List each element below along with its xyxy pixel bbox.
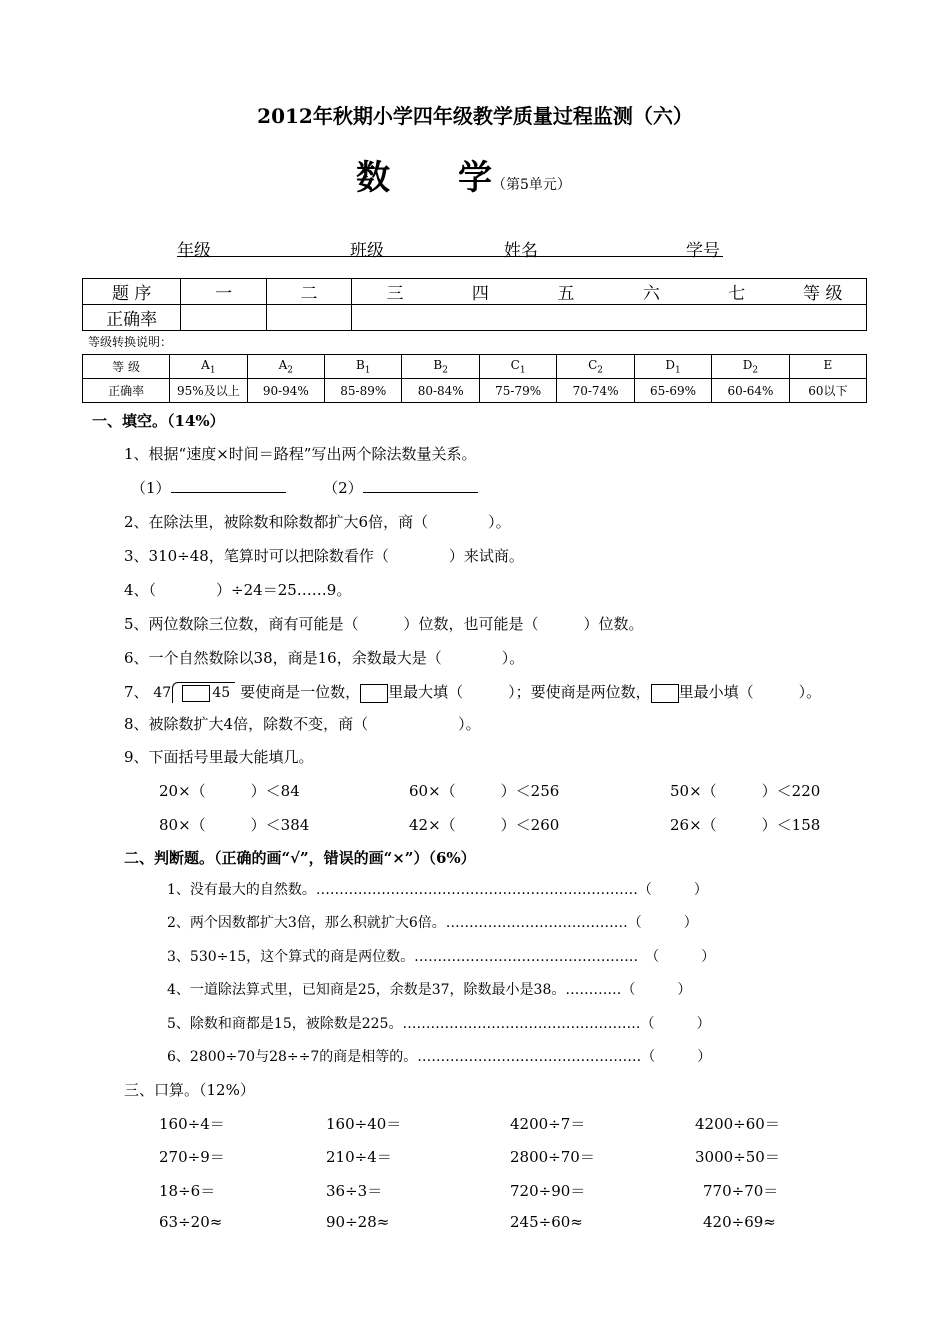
question-2: 2、在除法里，被除数和除数都扩大6倍，商（ ）。	[124, 513, 511, 531]
table-cell: 75-79%	[479, 379, 556, 403]
q9-item: 42×（ ）＜260	[409, 816, 560, 834]
question-6: 6、一个自然数除以38，商是16，余数最大是（ ）。	[124, 649, 525, 667]
question-7	[124, 681, 821, 704]
table-cell: 90-94%	[247, 379, 324, 403]
mental-math-item: 770÷70＝	[703, 1182, 779, 1200]
table-cell: 80-84%	[402, 379, 479, 403]
mental-math-item: 720÷90＝	[510, 1182, 586, 1200]
q9-item: 60×（ ）＜256	[409, 782, 560, 800]
section2-heading: 二、判断题。（正确的画“√”，错误的画“×”）（6%）	[124, 849, 476, 867]
unit-label: （第5单元）	[492, 177, 571, 193]
table-cell: $C_1$	[479, 355, 556, 379]
table-cell: $A_1$	[170, 355, 247, 379]
table-cell: 七	[694, 279, 779, 305]
table-cell: 等 级	[83, 355, 170, 379]
question-5: 5、两位数除三位数，商有可能是（ ）位数，也可能是（ ）位数。	[124, 615, 644, 633]
score-table-rate-row	[83, 305, 867, 331]
mental-math-item: 270÷9＝	[159, 1148, 225, 1166]
table-cell: $C_2$	[557, 355, 634, 379]
digit-box[interactable]	[182, 685, 210, 702]
section1-heading: 一、填空。（14%）	[92, 412, 225, 430]
score-entry-cell[interactable]	[352, 305, 867, 331]
table-cell: 三	[352, 279, 438, 305]
digit-box[interactable]	[651, 684, 679, 703]
question-1: 1、根据“速度×时间＝路程”写出两个除法数量关系。	[124, 445, 477, 463]
judgment-item: 3、530÷15，这个算式的商是两位数。………………………………………… （ ）	[167, 949, 716, 965]
question-9: 9、下面括号里最大能填几。	[124, 748, 314, 766]
mental-math-item: 160÷4＝	[159, 1115, 225, 1133]
table-cell: 正确率	[83, 305, 181, 331]
question-8: 8、被除数扩大4倍，除数不变，商（ ）。	[124, 715, 481, 733]
table-cell: 六	[609, 279, 694, 305]
judgment-item: 6、2800÷70与28÷÷7的商是相等的。…………………………………………（ ）	[167, 1049, 712, 1065]
mental-math-item: 90÷28≈	[326, 1213, 390, 1231]
mental-math-item: 245÷60≈	[510, 1213, 583, 1231]
table-cell: $B_1$	[325, 355, 402, 379]
student-id-field-label: 学号	[686, 241, 720, 261]
judgment-item: 2、两个因数都扩大3倍，那么积就扩大6倍。…………………………………（ ）	[167, 915, 698, 931]
answer-blank[interactable]	[363, 492, 478, 493]
judgment-item: 4、一道除法算式里，已知商是25，余数是37，除数最小是38。…………（ ）	[167, 982, 692, 998]
table-cell: E	[789, 355, 866, 379]
mental-math-item: 210÷4＝	[326, 1148, 392, 1166]
name-field-label: 姓名	[504, 241, 538, 261]
subject-heading	[356, 150, 571, 199]
table-cell: $D_1$	[634, 355, 711, 379]
question-7-number: 7、	[124, 683, 149, 701]
mental-math-item: 420÷69≈	[703, 1213, 776, 1231]
grade-note: 等级转换说明：	[88, 335, 173, 349]
digit-box[interactable]	[360, 684, 388, 703]
table-cell: 等 级	[780, 279, 867, 305]
mental-math-item: 2800÷70＝	[510, 1148, 595, 1166]
table-cell: 85-89%	[325, 379, 402, 403]
question-7-part-c: 里最小填（ ）。	[678, 683, 822, 701]
score-entry-cell[interactable]	[181, 305, 266, 331]
q9-item: 80×（ ）＜384	[159, 816, 310, 834]
answer-blank[interactable]	[171, 492, 286, 493]
question-7-part-a: 要使商是一位数，	[240, 683, 361, 701]
grade-field-label: 年级	[177, 241, 211, 261]
subject-name: 数 学	[356, 158, 492, 198]
grade-table	[82, 354, 867, 403]
mental-math-item: 63÷20≈	[159, 1213, 223, 1231]
student-info-line[interactable]	[177, 236, 723, 261]
dividend-tail: 45	[212, 685, 231, 701]
question-4: 4、（ ）÷24＝25……9。	[124, 581, 352, 599]
blank-label: （1）	[131, 479, 171, 497]
mental-math-item: 18÷6＝	[159, 1182, 216, 1200]
table-cell: $A_2$	[247, 355, 324, 379]
table-cell: $B_2$	[402, 355, 479, 379]
mental-math-item: 36÷3＝	[326, 1182, 383, 1200]
mental-math-item: 160÷40＝	[326, 1115, 402, 1133]
question-1-blanks	[131, 477, 478, 498]
blank-label: （2）	[323, 479, 363, 497]
table-cell: 题 序	[83, 279, 181, 305]
grade-table-row	[83, 379, 867, 403]
table-cell: 二	[266, 279, 351, 305]
divisor: 47	[153, 685, 172, 701]
q9-item: 26×（ ）＜158	[670, 816, 821, 834]
table-cell: 60-64%	[712, 379, 789, 403]
mental-math-item: 3000÷50＝	[695, 1148, 780, 1166]
score-entry-cell[interactable]	[266, 305, 351, 331]
score-table	[82, 278, 867, 331]
table-cell: 一	[181, 279, 266, 305]
q9-item: 50×（ ）＜220	[670, 782, 821, 800]
table-cell: 四	[438, 279, 523, 305]
judgment-item: 1、没有最大的自然数。……………………………………………………………（ ）	[167, 882, 708, 898]
table-cell: 正确率	[83, 379, 170, 403]
table-cell: 60以下	[789, 379, 866, 403]
table-cell: 65-69%	[634, 379, 711, 403]
question-7-part-b: 里最大填（ ）；要使商是两位数，	[388, 683, 651, 701]
section3-heading: 三、口算。（12%）	[124, 1081, 255, 1099]
mental-math-item: 4200÷60＝	[695, 1115, 780, 1133]
table-cell: 五	[523, 279, 608, 305]
score-table-header-row	[83, 279, 867, 305]
grade-table-row	[83, 355, 867, 379]
long-division-figure	[153, 682, 235, 704]
table-cell: $D_2$	[712, 355, 789, 379]
class-field-label: 班级	[350, 241, 384, 261]
table-cell: 95%及以上	[170, 379, 247, 403]
q9-item: 20×（ ）＜84	[159, 782, 300, 800]
mental-math-item: 4200÷7＝	[510, 1115, 586, 1133]
judgment-item: 5、除数和商都是15，被除数是225。……………………………………………（ ）	[167, 1016, 711, 1032]
question-3: 3、310÷48，笔算时可以把除数看作（ ）来试商。	[124, 547, 524, 565]
exam-title: 2012年秋期小学四年级教学质量过程监测（六）	[257, 104, 693, 128]
table-cell: 70-74%	[557, 379, 634, 403]
